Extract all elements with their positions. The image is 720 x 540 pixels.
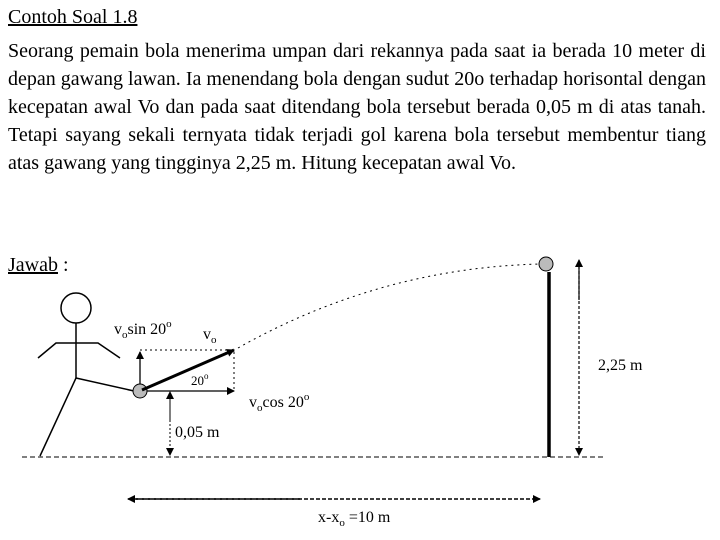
ball <box>133 384 147 398</box>
velocity-vector <box>142 350 234 390</box>
distance-label: $x-x_o =10$ m <box>318 509 391 529</box>
example-title: Contoh Soal 1.8 <box>8 6 138 28</box>
answer-label: Jawab <box>8 254 58 276</box>
player-figure <box>38 293 134 456</box>
horizontal-component-label: $v_o\cos$ 20$^o$ <box>249 391 310 414</box>
vertical-component-label: $v_o\sin$ 20$^o$ <box>114 318 172 341</box>
goal-height-label: 2,25 m <box>598 357 643 374</box>
velocity-label: $v_o$ <box>203 326 217 346</box>
ball-height-label: 0,05 m <box>175 424 220 441</box>
answer-suffix: : <box>57 254 69 276</box>
problem-text: Seorang pemain bola menerima umpan dari rekannya pada saat ia berada 10 meter di depan gawang lawan. Ia menendang bola dengan sudut 20o terhadap horisontal dengan kecepatan awal Vo dan pada saat ditendang bola tersebut berada 0,05 m di atas tanah. Tetapi sayang sekali ternyata tidak terjadi gol karena bola tersebut membentur tiang atas gawang yang tingginya 2,25 m. Hitung kecepatan awal Vo. <box>8 40 706 174</box>
ball-trajectory <box>238 264 540 348</box>
ball-at-crossbar <box>539 257 553 271</box>
angle-label: 20$^o$ <box>191 371 209 388</box>
